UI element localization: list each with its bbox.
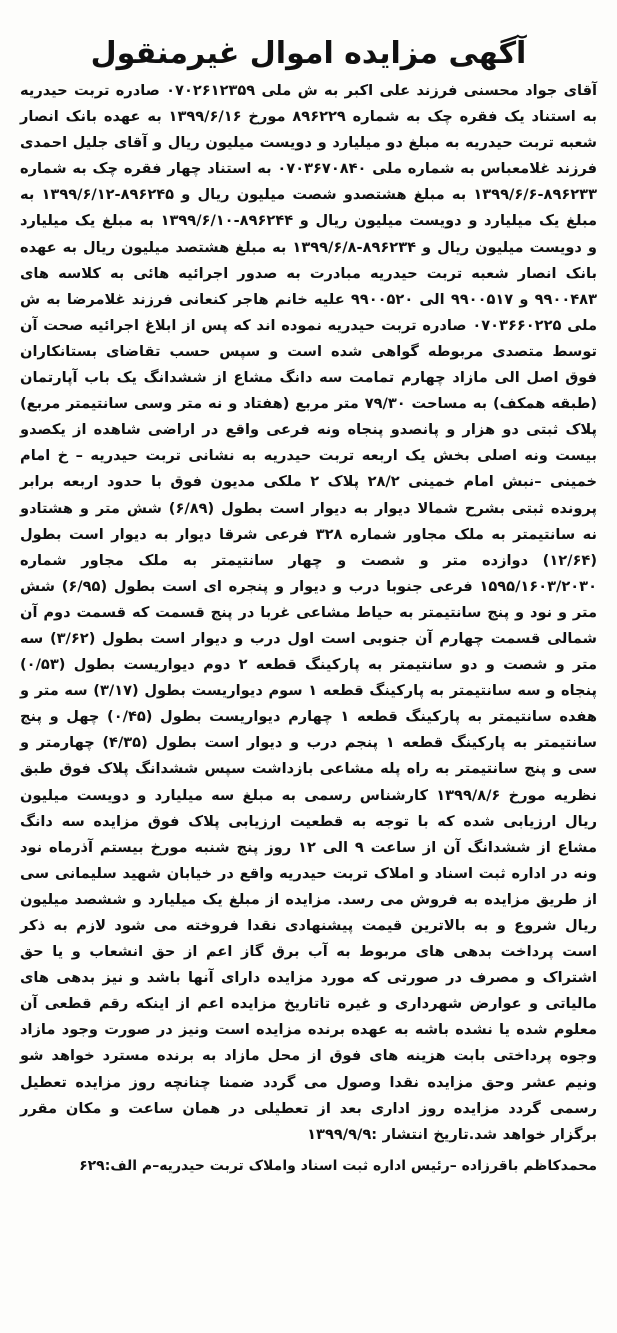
notice-body: آقای جواد محسنی فرزند علی اکبر به ش ملی ۰۷۰۲۶۱۲۳۵۹ صادره تربت حیدریه به استناد یک فقره چک به شماره ۸۹۶۲۲۹ مورخ ۱۳۹۹/۶/۱۶ به عهده بانک انصار شعبه تربت حیدریه به مبلغ دو میلیارد و دویست میلیون ریال و آقای جلیل احمدی فرزند غلامعباس به شماره ملی ۰۷۰۳۶۷۰۸۴۰ به استناد چهار فقره چک به شماره ۸۹۶۲۳۳-۱۳۹۹/۶/۶ به مبلغ هشتصدو شصت میلیون ریال و ۸۹۶۲۴۵-۱۳۹۹/۶/۱۲ به مبلغ یک میلیارد و دویست میلیون ریال و ۸۹۶۲۴۴-۱۳۹۹/۶/۱۰ به مبلغ یک میلیارد و دویست میلیون ریال و ۸۹۶۲۳۴-۱۳۹۹/۶/۸ به مبلغ هشتصد میلیون ریال به عهده بانک انصار شعبه تربت حیدریه مبادرت به صدور اجرائیه هائی به کلاسه های ۹۹۰۰۴۸۳ و ۹۹۰۰۵۱۷ الی ۹۹۰۰۵۲۰ علیه خانم هاجر کنعانی فرزند غلامرضا به ش ملی ۰۷۰۳۶۶۰۲۲۵ صادره تربت حیدریه نموده اند که پس از ابلاغ اجرائیه صحت آن توسط متصدی مربوطه گواهی شده است و سپس حسب تقاضای بستانکاران فوق اصل الی مازاد چهارم تمامت سه دانگ مشاع از ششدانگ یک باب آپارتمان (طبقه همکف) به مساحت ۷۹/۳۰ متر مربع (هفتاد و نه متر وسی سانتیمتر مربع) پلاک ثبتی دو هزار و پانصدو پنجاه ونه فرعی واقع در اراضی شاهده از یکصدو بیست ونه اصلی بخش یک اربعه تربت حیدریه به نشانی تربت حیدریه – خ امام خمینی –نبش امام خمینی ۲۸/۲ پلاک ۲ ملکی مدیون فوق با حدود اربعه برابر پرونده ثبتی بشرح شمالا دیوار به دیوار است بطول (۶/۸۹) شش متر و هشتادو نه سانتیمتر به ملک مجاور شماره ۳۲۸ فرعی شرقا دیوار به دیوار است بطول (۱۲/۶۴) دوازده متر و شصت و چهار سانتیمتر به ملک مجاور شماره ۱۵۹۵/۱۶۰۳/۲۰۳۰ فرعی جنوبا درب و دیوار و پنجره ای است بطول (۶/۹۵) شش متر و نود و پنج سانتیمتر به حیاط مشاعی غربا در پنج قسمت که قسمت دوم آن شمالی قسمت چهارم آن جنوبی است اول درب و دیوار است بطول (۳/۶۲) سه متر و شصت و دو سانتیمتر به پارکینگ قطعه ۲ دوم دیواریست بطول (۰/۵۳) پنجاه و سه سانتیمتر به پارکینگ قطعه ۱ سوم دیواریست بطول (۳/۱۷) سه متر و هفده سانتیمتر به پارکینگ قطعه ۱ چهارم دیواریست بطول (۰/۴۵) چهل و پنج سانتیمتر به پارکینگ قطعه ۱ پنجم درب و دیوار است بطول (۴/۳۵) چهارمتر و سی و پنج سانتیمتر به راه پله مشاعی بازداشت سپس ششدانگ پلاک فوق طبق نظریه مورخ ۱۳۹۹/۸/۶ کارشناس رسمی به مبلغ سه میلیارد و دویست میلیون ریال ارزیابی شده که با توجه به قطعیت ارزیابی پلاک فوق مزایده سه دانگ مشاع از ششدانگ آن از ساعت ۹ الی ۱۲ روز پنج شنبه مورخ بیستم آذرماه نود ونه در اداره ثبت اسناد و املاک تربت حیدریه واقع در خیابان شهید سلیمانی سی از طریق مزایده به فروش می رسد. مزایده از مبلغ یک میلیارد و ششصد میلیون ریال شروع و به بالاترین قیمت پیشنهادی نقدا فروخته می شود لازم به ذکر است پرداخت بدهی های مربوط به آب برق گاز اعم از حق انشعاب و یا حق اشتراک و مصرف در صورتی که مورد مزایده دارای آنها باشد و نیز بدهی های مالیاتی و عوارض شهرداری و غیره تاتاریخ مزایده اعم از اینکه رقم قطعی آن معلوم شده یا نشده باشه به عهده برنده مزایده است ونیز در صورت وجود مازاد وجوه پرداختی بابت هزینه های فوق از محل مازاد به برنده مسترد خواهد شو ونیم عشر وحق مزایده نقدا وصول می گردد ضمنا چنانچه روز مزایده تعطیل رسمی گردد مزایده روز اداری بعد از تعطیلی در همان ساعت و مکان مقرر برگزار خواهد شد.تاریخ انتشار :۱۳۹۹/۹/۹ — [20, 82, 598, 1143]
notice-signature: محمدکاظم باقرزاده –رئیس اداره ثبت اسناد واملاک تربت حیدریه–م الف:۶۲۹ — [79, 1157, 597, 1174]
notice-title: آگهی مزایده اموال غیرمنقول — [90, 36, 527, 71]
